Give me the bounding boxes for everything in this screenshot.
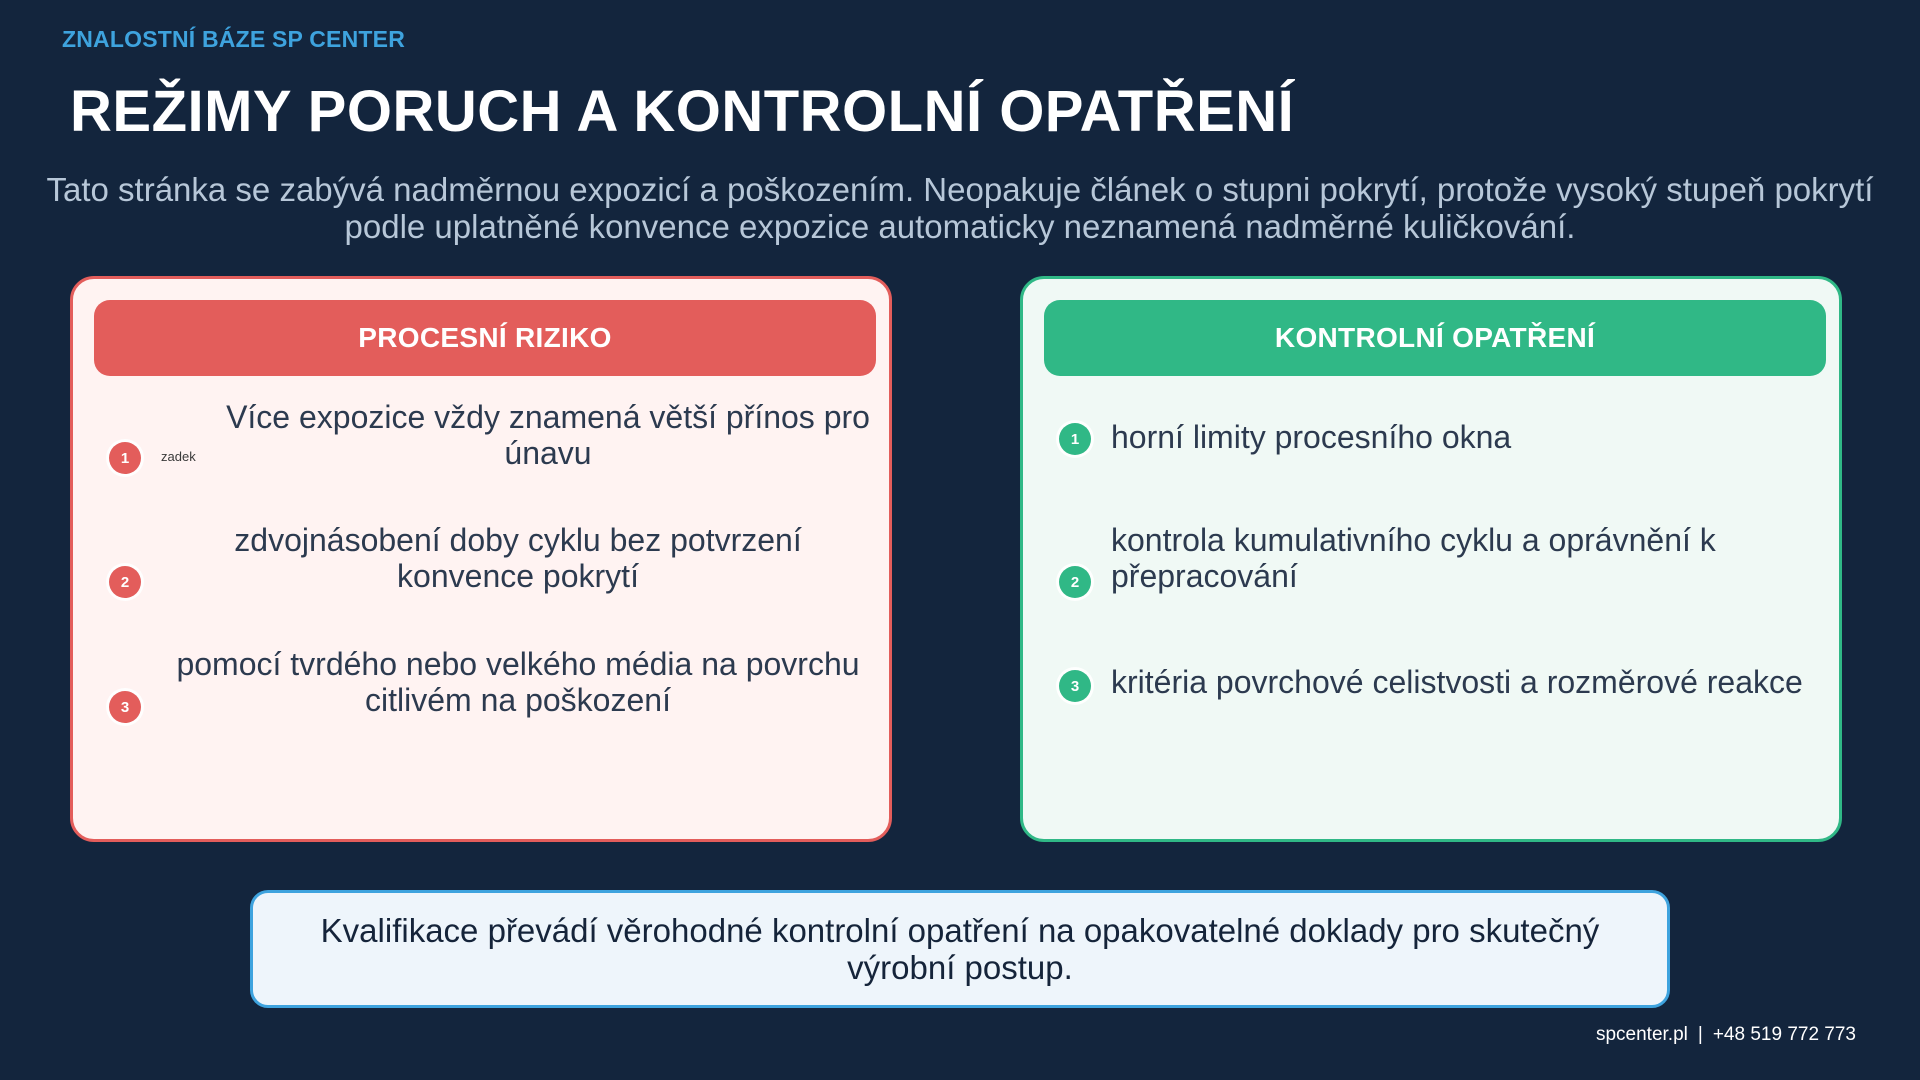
risk-item-text: Více expozice vždy znamená větší přínos pro únavu bbox=[226, 399, 870, 471]
summary-box bbox=[250, 890, 1670, 1008]
number-badge: 2 bbox=[1059, 566, 1091, 598]
intro-text: Tato stránka se zabývá nadměrnou expozicí a poškozením. Neopakuje článek o stupni pokrytí, protože vysoký stupeň pokrytí podle uplatněné konvence expozice automaticky neznamená nadměrné kuličkování. bbox=[46, 171, 1874, 245]
summary-text: Kvalifikace převádí věrohodné kontrolní opatření na opakovatelné doklady pro skutečný výrobní postup. bbox=[320, 912, 1600, 986]
number-badge: 1 bbox=[109, 442, 141, 474]
page-title: REŽIMY PORUCH A KONTROLNÍ OPATŘENÍ bbox=[70, 79, 1295, 144]
footer-contact bbox=[1596, 1024, 1856, 1046]
risk-item-text: zdvojnásobení doby cyklu bez potvrzení konvence pokrytí bbox=[234, 522, 802, 594]
control-item-text: kontrola kumulativního cyklu a oprávnění k přepracování bbox=[1111, 522, 1716, 594]
footer-separator: | bbox=[1697, 1024, 1703, 1045]
risk-panel-header: PROCESNÍ RIZIKO bbox=[94, 300, 876, 376]
risk-item-text: pomocí tvrdého nebo velkého média na povrchu citlivém na poškození bbox=[176, 646, 860, 718]
control-item-text: horní limity procesního okna bbox=[1111, 419, 1512, 455]
control-item-text: kritéria povrchové celistvosti a rozměrové reakce bbox=[1111, 664, 1803, 700]
brand-kicker: ZNALOSTNÍ BÁZE SP CENTER bbox=[62, 26, 406, 52]
control-panel-header: KONTROLNÍ OPATŘENÍ bbox=[1044, 300, 1826, 376]
control-panel bbox=[1020, 276, 1842, 842]
number-badge: 3 bbox=[109, 691, 141, 723]
number-badge: 1 bbox=[1059, 423, 1091, 455]
number-badge: 2 bbox=[109, 566, 141, 598]
footer-website[interactable]: spcenter.pl bbox=[1595, 1024, 1688, 1045]
number-badge: 3 bbox=[1059, 670, 1091, 702]
small-tag: zadek bbox=[161, 449, 196, 464]
risk-panel bbox=[70, 276, 892, 842]
footer-phone[interactable]: +48 519 772 773 bbox=[1712, 1024, 1856, 1045]
